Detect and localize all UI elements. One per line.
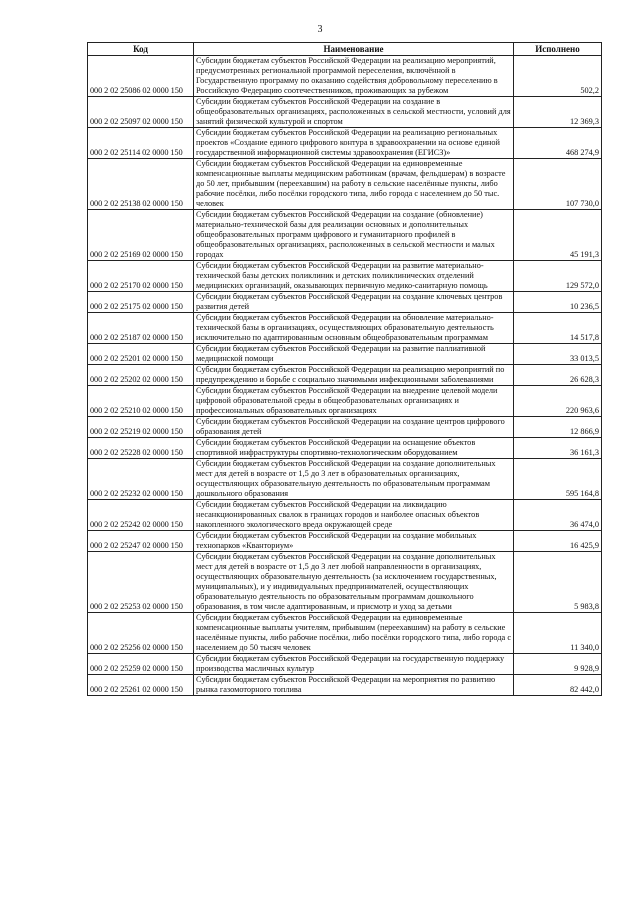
table-row [88,292,602,313]
row-name: Субсидии бюджетам субъектов Российской Федерации на ликвидацию несанкционированных свалок в границах городов и наиболее опасных объектов накопленного экологического вреда окружающей среде [194,500,514,531]
row-code: 000 2 02 25232 02 0000 150 [88,459,194,500]
row-value: 5 983,8 [514,552,602,613]
row-name: Субсидии бюджетам субъектов Российской Федерации на единовременные компенсационные выплаты учителям, прибывшим (переехавшим) на работу в сельские населённые пункты, либо рабочие посёлки, либо посёлки городского типа, либо города с населением до 50 тысяч человек [194,613,514,654]
table-row [88,675,602,696]
column-header-done: Исполнено [514,43,602,56]
row-name: Субсидии бюджетам субъектов Российской Федерации на государственную поддержку производства масличных культур [194,654,514,675]
row-code: 000 2 02 25187 02 0000 150 [88,313,194,344]
row-name: Субсидии бюджетам субъектов Российской Федерации на развитие материально-технической базы детских поликлиник и детских поликлинических отделений медицинских организаций, оказывающих первичную медико-санитарную помощь [194,261,514,292]
table-row [88,261,602,292]
row-name: Субсидии бюджетам субъектов Российской Федерации на оснащение объектов спортивной инфраструктуры спортивно-технологическим оборудованием [194,438,514,459]
table-row [88,552,602,613]
table-row [88,56,602,97]
budget-execution-table [87,42,602,696]
row-code: 000 2 02 25086 02 0000 150 [88,56,194,97]
page-number: 3 [317,24,323,35]
table-row [88,459,602,500]
row-code: 000 2 02 25175 02 0000 150 [88,292,194,313]
table-row [88,365,602,386]
row-name: Субсидии бюджетам субъектов Российской Федерации на развитие паллиативной медицинской помощи [194,344,514,365]
row-value: 16 425,9 [514,531,602,552]
row-value: 11 340,0 [514,613,602,654]
row-name: Субсидии бюджетам субъектов Российской Федерации на обновление материально-технической базы в организациях, осуществляющих образовательную деятельность исключительно по адаптированным основным общеобразовательным программам [194,313,514,344]
table-row [88,613,602,654]
table-row [88,386,602,417]
row-name: Субсидии бюджетам субъектов Российской Федерации на единовременные компенсационные выплаты медицинским работникам (врачам, фельдшерам) в возрасте до 50 лет, прибывшим (переехавшим) на работу в сельские населённые пункты, либо рабочие посёлки, либо посёлки городского типа, либо города с населением до 50 тыс. человек [194,159,514,210]
row-code: 000 2 02 25247 02 0000 150 [88,531,194,552]
row-value: 107 730,0 [514,159,602,210]
row-value: 468 274,9 [514,128,602,159]
row-value: 45 191,3 [514,210,602,261]
row-value: 10 236,5 [514,292,602,313]
row-value: 220 963,6 [514,386,602,417]
row-name: Субсидии бюджетам субъектов Российской Федерации на создание мобильных технопарков «Кванториум» [194,531,514,552]
row-code: 000 2 02 25138 02 0000 150 [88,159,194,210]
row-code: 000 2 02 25242 02 0000 150 [88,500,194,531]
row-code: 000 2 02 25170 02 0000 150 [88,261,194,292]
row-name: Субсидии бюджетам субъектов Российской Федерации на внедрение целевой модели цифровой образовательной среды в общеобразовательных организациях и профессиональных образовательных организациях [194,386,514,417]
row-value: 33 013,5 [514,344,602,365]
table-row [88,128,602,159]
row-value: 36 474,0 [514,500,602,531]
row-name: Субсидии бюджетам субъектов Российской Федерации на создание (обновление) материально-технической базы для реализации основных и дополнительных общеобразовательных программ цифрового и гуманитарного профилей в общеобразовательных организациях, расположенных в сельской местности и малых городах [194,210,514,261]
row-value: 14 517,8 [514,313,602,344]
row-value: 12 866,9 [514,417,602,438]
row-value: 82 442,0 [514,675,602,696]
table-row [88,344,602,365]
row-name: Субсидии бюджетам субъектов Российской Федерации на создание дополнительных мест для детей в возрасте от 1,5 до 3 лет любой направленности в организациях, осуществляющих образовательную деятельность (за исключением государственных, муниципальных), и у индивидуальных предпринимателей, осуществляющих образовательную деятельность по образовательным программам дошкольного образования, в том числе адаптированным, и присмотр и уход за детьми [194,552,514,613]
row-name: Субсидии бюджетам субъектов Российской Федерации на реализацию региональных проектов «Создание единого цифрового контура в здравоохранении на основе единой государственной информационной системы здравоохранения (ЕГИСЗ)» [194,128,514,159]
row-name: Субсидии бюджетам субъектов Российской Федерации на создание ключевых центров развития детей [194,292,514,313]
row-name: Субсидии бюджетам субъектов Российской Федерации на мероприятия по развитию рынка газомоторного топлива [194,675,514,696]
row-value: 595 164,8 [514,459,602,500]
row-value: 26 628,3 [514,365,602,386]
row-value: 129 572,0 [514,261,602,292]
row-name: Субсидии бюджетам субъектов Российской Федерации на создание центров цифрового образования детей [194,417,514,438]
row-code: 000 2 02 25261 02 0000 150 [88,675,194,696]
row-code: 000 2 02 25256 02 0000 150 [88,613,194,654]
row-name: Субсидии бюджетам субъектов Российской Федерации на реализацию мероприятий по предупреждению и борьбе с социально значимыми инфекционными заболеваниями [194,365,514,386]
row-value: 12 369,3 [514,97,602,128]
row-code: 000 2 02 25259 02 0000 150 [88,654,194,675]
column-header-code: Код [88,43,194,56]
table-row [88,97,602,128]
row-value: 9 928,9 [514,654,602,675]
table-body [88,56,602,696]
row-code: 000 2 02 25097 02 0000 150 [88,97,194,128]
row-code: 000 2 02 25219 02 0000 150 [88,417,194,438]
row-value: 36 161,3 [514,438,602,459]
table-row [88,500,602,531]
row-value: 502,2 [514,56,602,97]
row-code: 000 2 02 25201 02 0000 150 [88,344,194,365]
table-row [88,654,602,675]
table-row [88,438,602,459]
row-code: 000 2 02 25169 02 0000 150 [88,210,194,261]
row-name: Субсидии бюджетам субъектов Российской Федерации на создание в общеобразовательных организациях, расположенных в сельской местности, условий для занятий физической культурой и спортом [194,97,514,128]
row-code: 000 2 02 25253 02 0000 150 [88,552,194,613]
table-row [88,417,602,438]
row-code: 000 2 02 25202 02 0000 150 [88,365,194,386]
table-header-row [88,43,602,56]
table-row [88,531,602,552]
row-code: 000 2 02 25210 02 0000 150 [88,386,194,417]
row-code: 000 2 02 25228 02 0000 150 [88,438,194,459]
table-row [88,159,602,210]
row-name: Субсидии бюджетам субъектов Российской Федерации на реализацию мероприятий, предусмотренных региональной программой переселения, включённой в Государственную программу по оказанию содействия добровольному переселению в Российскую Федерацию соотечественников, проживающих за рубежом [194,56,514,97]
table-row [88,210,602,261]
row-code: 000 2 02 25114 02 0000 150 [88,128,194,159]
table-row [88,313,602,344]
row-name: Субсидии бюджетам субъектов Российской Федерации на создание дополнительных мест для детей в возрасте от 1,5 до 3 лет в образовательных организациях, осуществляющих образовательную деятельность по образовательным программам дошкольного образования [194,459,514,500]
column-header-name: Наименование [194,43,514,56]
